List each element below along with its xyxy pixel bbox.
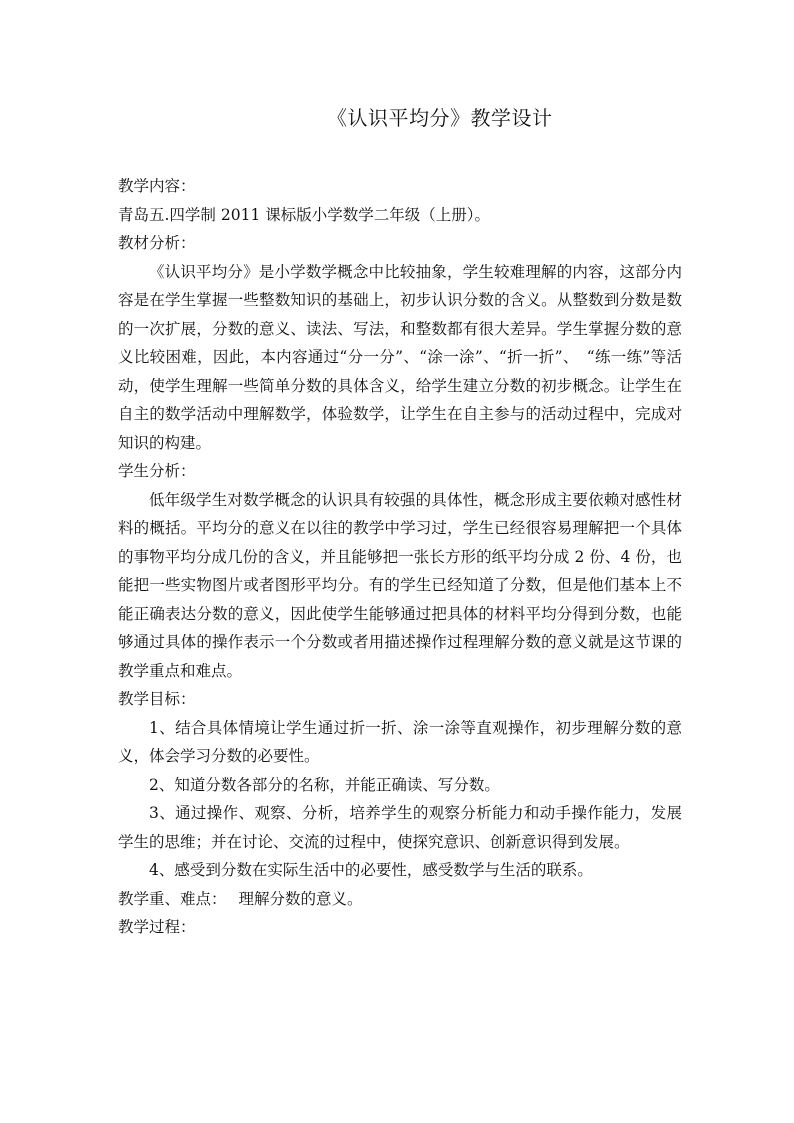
document-body (118, 172, 682, 942)
document-title: 《认识平均分》教学设计 (327, 106, 553, 130)
teaching-content-text: 青岛五.四学制 2011 课标版小学数学二年级（上册）。 (118, 205, 490, 224)
teaching-content-heading: 教学内容： (118, 177, 196, 195)
key-points-text: 理解分数的意义。 (238, 889, 363, 908)
key-points-heading: 教学重、难点： (118, 889, 227, 908)
material-analysis-heading: 教材分析： (118, 234, 196, 252)
material-analysis-paragraph: 《认识平均分》是小学数学概念中比较抽象，学生较难理解的内容，这部分内容是在学生掌握一些整数知识的基础上，初步认识分数的含义。从整数到分数是数的一次扩展，分数的意义、读法、写法，和整数都有很大差异。学生掌握分数的意义比较困难，因此，本内容通过“分一分”、“涂一涂”、“折一折”、 “练一练”等活动，使学生理解一些简单分数的具体含义，给学生建立分数的初步概念。让学生在自主的数学活动中理解数学，体验数学，让学生在自主参与的活动过程中，完成对知识的构建。 (118, 262, 682, 452)
teaching-process-heading: 教学过程： (118, 918, 196, 936)
key-points-row (118, 885, 682, 914)
teaching-goal-item: 1、结合具体情境让学生通过折一折、涂一涂等直观操作，初步理解分数的意义，体会学习分数的必要性。 (118, 718, 682, 765)
teaching-goal-item: 4、感受到分数在实际生活中的必要性，感受数学与生活的联系。 (149, 861, 593, 879)
student-analysis-paragraph: 低年级学生对数学概念的认识具有较强的具体性，概念形成主要依赖对感性材料的概括。平均分的意义在以往的教学中学习过，学生已经很容易理解把一个具体的事物平均分成几份的含义，并且能够把一张长方形的纸平均分成 2 份、4 份，也能把一些实物图片或者图形平均分。有的学生已经知道了分数，但是他们基本上不能正确表达分数的意义，因此使学生能够通过把具体的材料平均分得到分数，也能够通过具体的操作表示一个分数或者用描述操作过程理解分数的意义就是这节课的教学重点和难点。 (118, 490, 682, 680)
student-analysis-heading: 学生分析： (118, 462, 196, 480)
teaching-goals-heading: 教学目标： (118, 690, 196, 708)
teaching-goal-item: 3、通过操作、观察、分析，培养学生的观察分析能力和动手操作能力，发展学生的思维；并在讨论、交流的过程中，使探究意识、创新意识得到发展。 (118, 804, 682, 851)
teaching-goal-item: 2、知道分数各部分的名称，并能正确读、写分数。 (149, 775, 500, 794)
